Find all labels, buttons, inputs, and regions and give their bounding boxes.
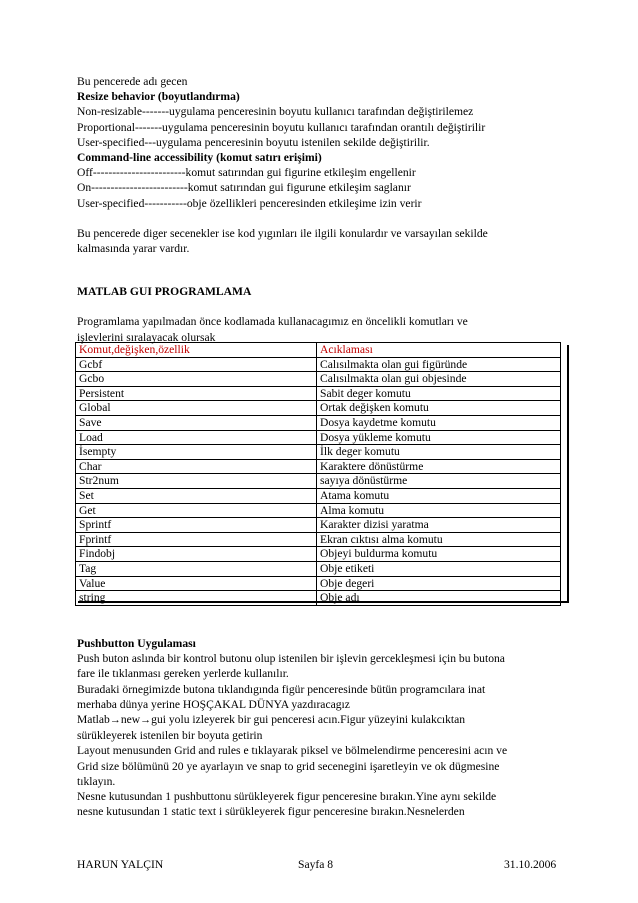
description-cell: Objeyi buldurma komutu (317, 547, 561, 562)
table-row (76, 591, 561, 606)
body-line: Grid size bölümünü 20 ye ayarlayın ve snap to grid secenegini işaretleyin ve ok dügmesine (77, 759, 500, 773)
description-cell: Sabit deger komutu (317, 386, 561, 401)
intro-line: Non-resizable-------uygulama penceresinin boyutu kullanıcı tarafından değiştirilemez (77, 105, 474, 119)
section-heading: MATLAB GUI PROGRAMLAMA (77, 285, 252, 298)
body-line: nesne kutusundan 1 static text i sürükleyerek figur penceresine bırakın.Nesnelerden (77, 805, 465, 819)
table-row (76, 386, 561, 401)
intro-paragraph-line: kalmasında yarar vardır. (77, 242, 190, 256)
command-cell: Global (76, 401, 317, 416)
table-row (76, 532, 561, 547)
table-row (76, 518, 561, 533)
table-row (76, 401, 561, 416)
command-cell: Sprintf (76, 518, 317, 533)
section-heading: Pushbutton Uygulaması (77, 637, 196, 650)
table-row (76, 488, 561, 503)
table-header-cell: Acıklaması (317, 343, 561, 358)
intro-heading-resize: Resize behavior (boyutlandırma) (77, 90, 240, 104)
command-cell: Load (76, 430, 317, 445)
table-row (76, 547, 561, 562)
arrow-right-icon: → (109, 714, 121, 727)
arrow-right-icon: → (140, 714, 152, 727)
description-cell: Obje degeri (317, 576, 561, 591)
command-cell: Save (76, 415, 317, 430)
intro-section (77, 74, 567, 256)
section-paragraph-line: işlevlerini sıralayacak olursak (77, 330, 216, 344)
body-text: Matlab (77, 713, 110, 727)
footer-author: HARUN YALÇIN (77, 858, 164, 871)
description-cell: Atama komutu (317, 488, 561, 503)
description-cell: Calısılmakta olan gui objesinde (317, 372, 561, 387)
description-cell: Alma komutu (317, 503, 561, 518)
command-cell: İsempty (76, 445, 317, 460)
table-header-row (76, 343, 561, 358)
description-cell: Obje adı (317, 591, 561, 606)
command-cell: Set (76, 488, 317, 503)
table-row (76, 430, 561, 445)
command-table (75, 342, 561, 606)
body-line: Nesne kutusundan 1 pushbuttonu sürükleyerek figur penceresine bırakın.Yine aynı sekilde (77, 790, 497, 804)
pushbutton-section (77, 636, 567, 819)
body-line: tıklayın. (77, 774, 116, 788)
intro-paragraph-line: Bu pencerede diger secenekler ise kod yıgınları ile ilgili konulardır ve varsayılan sekilde (77, 227, 488, 241)
table-row (76, 415, 561, 430)
command-cell: Persistent (76, 386, 317, 401)
body-line: Buradaki örnegimizde butona tıklandıgında figür penceresinde bütün programcılara inat (77, 682, 486, 696)
command-cell: Fprintf (76, 532, 317, 547)
matlab-path-line (77, 712, 567, 728)
description-cell: sayıya dönüstürme (317, 474, 561, 489)
description-cell: Dosya kaydetme komutu (317, 415, 561, 430)
description-cell: Ekran cıktısı alma komutu (317, 532, 561, 547)
description-cell: Calısılmakta olan gui figüründe (317, 357, 561, 372)
intro-heading-command-line: Command-line accessibility (komut satırı erişimi) (77, 151, 322, 165)
command-cell: Findobj (76, 547, 317, 562)
description-cell: Karaktere dönüstürme (317, 459, 561, 474)
intro-line: Proportional-------uygulama penceresinin boyutu kullanıcı tarafından orantılı değiştirilir (77, 120, 486, 134)
body-line: merhaba dünya yerine HOŞÇAKAL DÜNYA yazdıracagız (77, 697, 350, 711)
table-row (76, 357, 561, 372)
body-text: new (120, 713, 141, 727)
description-cell: Karakter dizisi yaratma (317, 518, 561, 533)
section-paragraph-line: Programlama yapılmadan önce kodlamada kullanacagımız en öncelikli komutları ve (77, 315, 468, 329)
command-cell: Value (76, 576, 317, 591)
description-cell: İlk deger komutu (317, 445, 561, 460)
table-row (76, 474, 561, 489)
command-cell: Gcbo (76, 372, 317, 387)
command-cell: Get (76, 503, 317, 518)
description-cell: Obje etiketi (317, 561, 561, 576)
body-line: sürükleyerek istenilen bir boyuta getirin (77, 729, 263, 743)
footer-date: 31.10.2006 (504, 858, 557, 871)
intro-line: Off------------------------komut satırından gui figurine etkileşim engellenir (77, 166, 416, 180)
table-row (76, 372, 561, 387)
matlab-gui-section (77, 284, 567, 345)
description-cell: Ortak değişken komutu (317, 401, 561, 416)
command-cell: Str2num (76, 474, 317, 489)
table-header-cell: Komut,değişken,özellik (76, 343, 317, 358)
table-row (76, 576, 561, 591)
intro-line: Bu pencerede adı gecen (77, 75, 188, 88)
command-cell: Tag (76, 561, 317, 576)
body-text: gui yolu izleyerek bir gui penceresi acın.Figur yüzeyini kulakcıktan (151, 713, 466, 727)
intro-line: User-specified---uygulama penceresinin boyutu istenilen sekilde değiştirilir. (77, 135, 430, 149)
table-row (76, 459, 561, 474)
table-row (76, 561, 561, 576)
body-line: fare ile tıklanması gereken yerlerde kullanılır. (77, 667, 289, 681)
intro-line: On-------------------------komut satırından gui figurune etkileşim saglanır (77, 181, 411, 195)
command-cell: Char (76, 459, 317, 474)
command-cell: string (76, 591, 317, 606)
description-cell: Dosya yükleme komutu (317, 430, 561, 445)
intro-line: User-specified-----------obje özellikleri penceresinden etkileşime izin verir (77, 196, 422, 210)
table-row (76, 503, 561, 518)
footer-page-number: Sayfa 8 (298, 858, 334, 871)
command-cell: Gcbf (76, 357, 317, 372)
body-line: Layout menusunden Grid and rules e tıklayarak piksel ve bölmelendirme penceresini acın ve (77, 744, 508, 758)
table-row (76, 445, 561, 460)
body-line: Push buton aslında bir kontrol butonu olup istenilen bir işlevin gercekleşmesi için bu butona (77, 652, 505, 666)
